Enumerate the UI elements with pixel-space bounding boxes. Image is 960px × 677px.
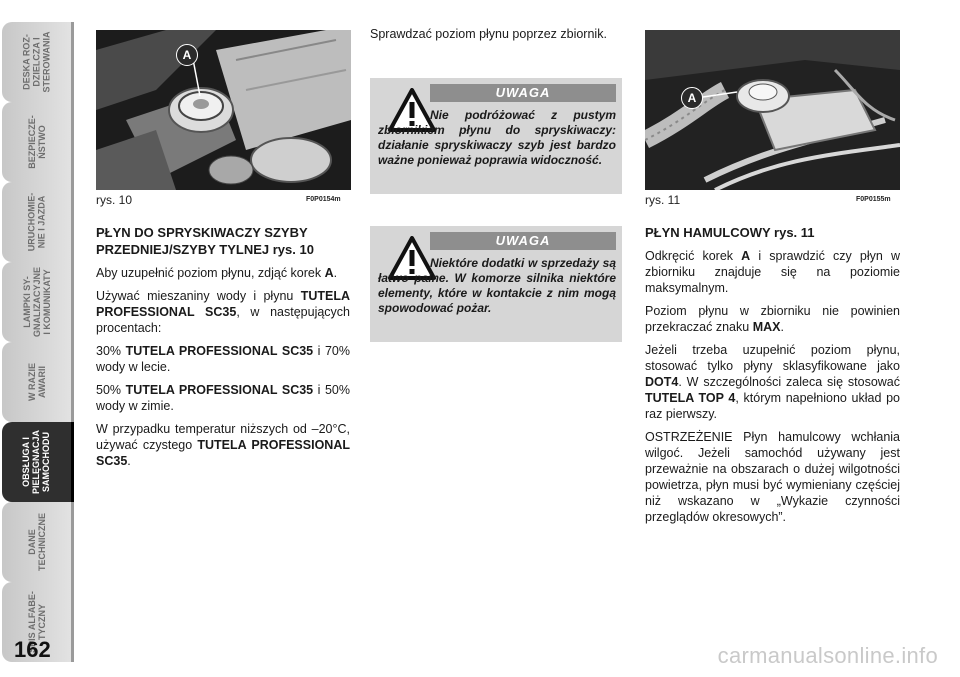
column-washer-fluid xyxy=(96,224,350,476)
tab-w-razie-awarii[interactable] xyxy=(2,342,74,422)
bold-text: A xyxy=(324,266,334,280)
bold-text: TUTELA PROFESSIONAL SC35 xyxy=(96,438,350,468)
text: Aby uzupełnić poziom płynu, zdjąć korek xyxy=(96,266,325,280)
bold-text: DOT4 xyxy=(645,375,679,389)
paragraph xyxy=(96,343,350,375)
bold-text: MAX xyxy=(752,320,781,334)
figure-code: F0P0154m xyxy=(306,196,341,203)
warning-box xyxy=(370,78,622,194)
tab-bezpieczenstwo[interactable] xyxy=(2,102,74,182)
tab-label: DANE TECHNICZNE xyxy=(26,513,47,571)
figure-caption: rys. 10 xyxy=(96,193,133,207)
column-brake-fluid xyxy=(645,224,900,532)
tab-label: URUCHOMIE- NIE I JAZDA xyxy=(26,192,47,252)
tab-label: BEZPIECZE- ŃSTWO xyxy=(26,115,47,169)
paragraph xyxy=(96,288,350,336)
paragraph xyxy=(645,248,900,296)
warning-text: Nie podróżować z pustym zbiornikiem płynu do spryskiwaczy: działanie spryskiwaczy szyb jest bardzo ważne ponieważ poprawia widoczność. xyxy=(378,108,616,167)
paragraph xyxy=(96,265,350,281)
tab-label: LAMPKI SY- GNALIZACYJNE I KOMUNIKATY xyxy=(21,266,52,338)
text: Używać mieszaniny wody i płynu xyxy=(96,289,301,303)
bold-text: TUTELA PROFESSIONAL SC35 xyxy=(125,383,314,397)
text: 30% xyxy=(96,344,126,358)
text: Poziom płynu w zbiorniku nie powinien przekraczać znaku xyxy=(645,304,900,334)
text: W przypadku temperatur niższych od –20°C, używać czystego xyxy=(96,422,350,452)
bold-text: A xyxy=(741,249,751,263)
marker-a: A xyxy=(681,87,703,109)
section-heading: PŁYN HAMULCOWY rys. 11 xyxy=(645,225,815,240)
brake-reservoir-illustration xyxy=(645,30,900,190)
warning-box xyxy=(370,226,622,342)
text: i sprawdzić czy płyn w zbiorniku znajduje się na poziomie maksymalnym. xyxy=(645,249,900,295)
paragraph: OSTRZEŻENIE Płyn hamulcowy wchłania wilgoć. Jeżeli samochód używany jest przeważnie na obszarach o dużej wilgotności powietrza, płyn musi być wymieniany częściej niż wskazano w „Wykazie czynności przeglądów okresowych”. xyxy=(645,430,900,524)
marker-a: A xyxy=(176,44,198,66)
text: i 50% wody w zimie. xyxy=(96,383,350,413)
text: Odkręcić korek xyxy=(645,249,742,263)
text: , którym napełniono układ po raz pierwszy. xyxy=(645,391,900,421)
tab-lampki[interactable] xyxy=(2,262,74,342)
text: , w następujących procentach: xyxy=(96,305,351,335)
washer-reservoir-illustration xyxy=(96,30,351,190)
tab-label: W RAZIE AWARII xyxy=(26,363,47,401)
section-heading: PŁYN DO SPRYSKIWACZY SZYBY PRZEDNIEJ/SZYBY TYLNEJ rys. 10 xyxy=(96,225,314,257)
figure-washer-reservoir xyxy=(96,30,351,190)
text: 50% xyxy=(96,383,126,397)
paragraph xyxy=(96,382,350,414)
tab-dane-techniczne[interactable] xyxy=(2,502,74,582)
paragraph xyxy=(645,342,900,422)
bold-text: TUTELA TOP 4 xyxy=(645,391,736,405)
watermark: carmanualsonline.info xyxy=(717,643,938,668)
text: . xyxy=(127,454,131,468)
bold-text: TUTELA PROFESSIONAL SC35 xyxy=(96,289,350,319)
text: . W szczególności zaleca się stosować xyxy=(678,375,900,389)
text: i 70% wody w lecie. xyxy=(96,344,350,374)
tab-uruchomienie[interactable] xyxy=(2,182,74,262)
figure-code: F0P0155m xyxy=(856,196,891,203)
warning-title: UWAGA xyxy=(430,232,616,250)
page-number: 162 xyxy=(14,637,51,662)
paragraph xyxy=(645,303,900,335)
warning-title: UWAGA xyxy=(430,84,616,102)
paragraph: Sprawdzać poziom płynu poprzez zbiornik. xyxy=(370,27,607,41)
figure-brake-fluid-reservoir xyxy=(645,30,900,190)
text: . xyxy=(780,320,784,334)
tab-label: SPIS ALFABE- TYCZNY xyxy=(26,591,47,653)
bold-text: TUTELA PROFESSIONAL SC35 xyxy=(125,344,314,358)
tab-label: OBSŁUGA I PIELĘGNACJA SAMOCHODU xyxy=(21,429,52,495)
tab-label: DESKA ROZ- DZIELCZA I STEROWANIA xyxy=(21,31,52,93)
tab-obsluga-active[interactable] xyxy=(2,422,74,502)
text: Jeżeli trzeba uzupełnić poziom płynu, stosować tylko płyny sklasyfikowane jako xyxy=(645,343,900,373)
tab-deska-rozdzielcza[interactable] xyxy=(2,22,74,102)
warning-text: Niektóre dodatki w sprzedaży są łatwo palne. W komorze silnika niektóre elementy, które w kontakcie z nim mogą spowodować pożar. xyxy=(378,256,616,315)
text: . xyxy=(333,266,338,280)
paragraph xyxy=(96,421,350,469)
figure-caption: rys. 11 xyxy=(645,193,681,207)
column-intro xyxy=(370,26,622,49)
